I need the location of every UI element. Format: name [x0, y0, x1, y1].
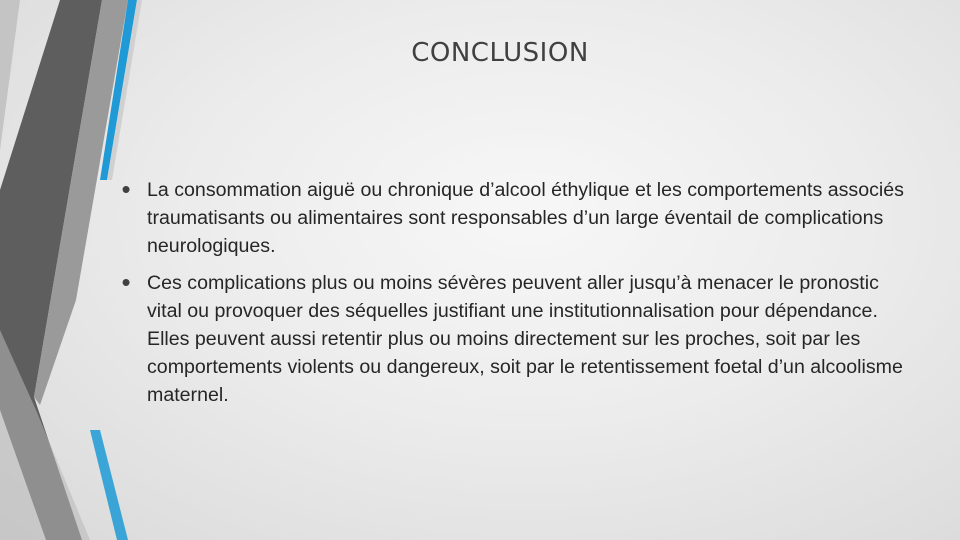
bullet-icon: •: [121, 267, 131, 297]
bullet-item-2: [118, 269, 918, 409]
stripe-light: [0, 0, 20, 150]
bullet-icon: •: [121, 174, 131, 204]
bullet-text: Ces complications plus ou moins sévères peuvent aller jusqu’à menacer le pronostic vital ou provoquer des séquelles justifiant une institutionnalisation pour dépendance. Elles peuvent aussi retentir plus ou moins directement sur les proches, soit par les comportements violents ou dangereux, soit par le retentissement foetal d’un alcoolisme maternel.: [147, 272, 903, 406]
bullet-text: La consommation aiguë ou chronique d’alcool éthylique et les comportements associés traumatisants ou alimentaires sont responsables d’un large éventail de complications neurologiques.: [147, 179, 904, 257]
bullet-list: [118, 176, 918, 418]
bullet-item-1: [118, 176, 918, 260]
stripe-lower-blue: [90, 430, 128, 540]
slide-title: CONCLUSION: [411, 38, 589, 68]
